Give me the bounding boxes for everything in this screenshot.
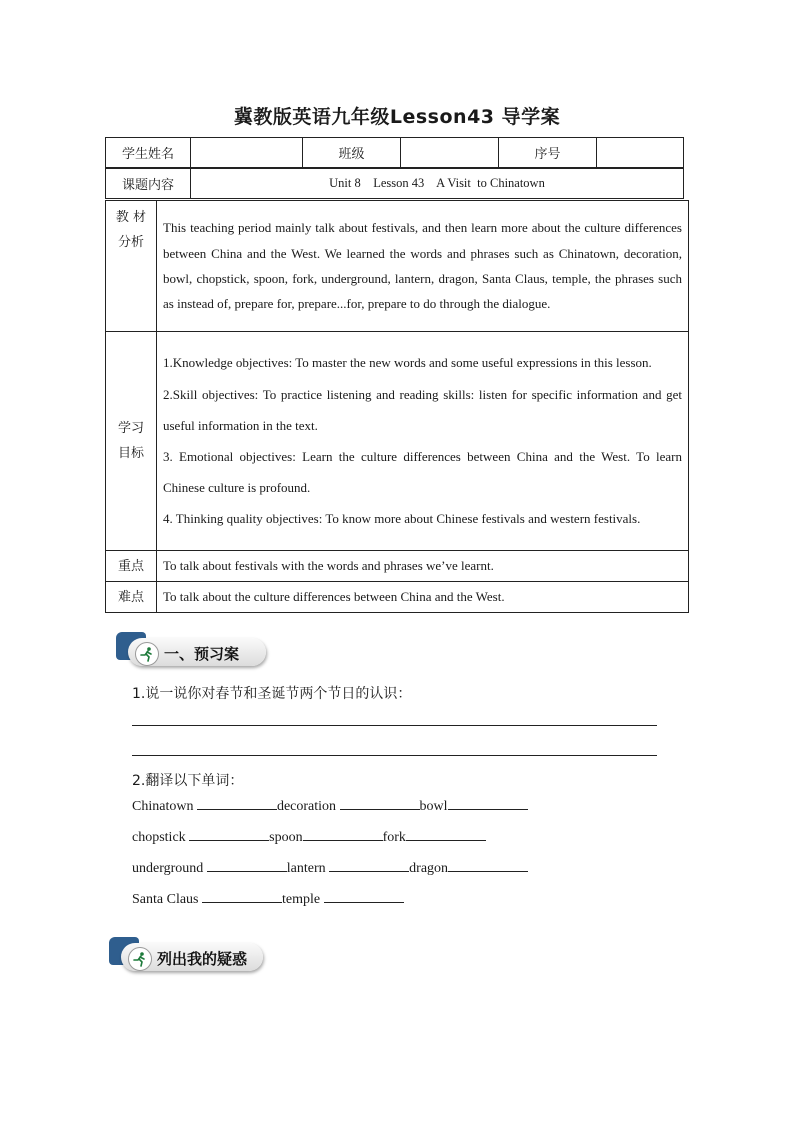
name-field[interactable] (191, 138, 303, 168)
vocab-word: decoration (276, 799, 340, 814)
runner-icon (135, 642, 159, 666)
vocab-blank[interactable] (324, 890, 404, 903)
student-info-table (105, 137, 684, 168)
vocab-blank[interactable] (189, 828, 269, 841)
vocab-word: bowl (419, 799, 448, 814)
goal-item: 1.Knowledge objectives: To master the new words and some useful expressions in this lesson. (163, 355, 652, 371)
vocab-row (132, 828, 486, 846)
badge-pill (128, 638, 266, 666)
vocab-blank[interactable] (202, 890, 282, 903)
runner-icon (128, 947, 152, 971)
vocab-word: fork (382, 830, 406, 845)
vocab-row (132, 890, 404, 908)
analysis-text: This teaching period mainly talk about festivals, and then learn more about the culture differences between China and the West. We learned the words and phrases such as Chinatown, decoration, bowl, chopstick, spoon, fork, underground, lantern, dragon, Santa Claus, temple, the phrases such as instead of, prepare for, prepare...for, prepare to do through the dialogue. (157, 201, 689, 332)
number-label: 序号 (499, 138, 597, 168)
name-label: 学生姓名 (106, 138, 191, 168)
vocab-blank[interactable] (303, 828, 383, 841)
vocab-word: lantern (286, 861, 330, 876)
section-badge-preview (116, 632, 268, 670)
number-field[interactable] (597, 138, 684, 168)
vocab-row (132, 797, 528, 815)
page-title: 冀教版英语九年级Lesson43 导学案 (233, 106, 561, 128)
topic-value: Unit 8 Lesson 43 A Visit to Chinatown (191, 169, 684, 199)
difficulty-text: To talk about the culture differences between China and the West. (157, 582, 689, 613)
key-point-text: To talk about festivals with the words and phrases we’ve learnt. (157, 551, 689, 582)
goal-item: 4. Thinking quality objectives: To know more about Chinese festivals and western festivals. (163, 511, 641, 527)
class-field[interactable] (401, 138, 499, 168)
goal-item: 3. Emotional objectives: Learn the culture differences between China and the West. To learn Chinese culture is profound. (163, 449, 682, 496)
answer-line-2[interactable] (132, 755, 657, 756)
key-point-label: 重点 (106, 551, 157, 582)
vocab-blank[interactable] (448, 859, 528, 872)
vocab-blank[interactable] (207, 859, 287, 872)
vocab-blank[interactable] (197, 797, 277, 810)
vocab-blank[interactable] (448, 797, 528, 810)
analysis-label-line1: 教 材 (115, 210, 147, 225)
goals-label (106, 332, 157, 551)
topic-label: 课题内容 (106, 169, 191, 199)
vocab-word: temple (282, 892, 324, 907)
vocab-blank[interactable] (340, 797, 420, 810)
vocab-blank[interactable] (329, 859, 409, 872)
difficulty-label: 难点 (106, 582, 157, 613)
vocab-word: underground (132, 861, 207, 876)
section2-title: 列出我的疑惑 (157, 950, 248, 968)
question-2: 2.翻译以下单词： (132, 773, 244, 789)
goals-label-line1: 学习 (117, 421, 144, 436)
question-1: 1.说一说你对春节和圣诞节两个节日的认识： (132, 686, 412, 702)
vocab-blank[interactable] (406, 828, 486, 841)
vocab-word: chopstick (132, 830, 190, 845)
topic-table (105, 168, 684, 199)
vocab-word: Santa Claus (132, 892, 202, 907)
section-badge-questions (109, 937, 265, 975)
lesson-plan-table (105, 200, 689, 613)
section1-title: 一、预习案 (164, 645, 240, 663)
answer-line-1[interactable] (132, 725, 657, 726)
analysis-label (106, 201, 157, 332)
class-label: 班级 (303, 138, 401, 168)
vocab-row (132, 859, 528, 877)
vocab-word: dragon (409, 861, 449, 876)
analysis-label-line2: 分析 (117, 235, 144, 250)
vocab-word: spoon (269, 830, 303, 845)
badge-pill (121, 943, 263, 971)
goal-item: 2.Skill objectives: To practice listening and reading skills: listen for specific information and get useful information in the text. (163, 386, 682, 433)
goals-label-line2: 目标 (117, 446, 144, 461)
vocab-word: Chinatown (132, 799, 197, 814)
goals-content (157, 332, 689, 551)
